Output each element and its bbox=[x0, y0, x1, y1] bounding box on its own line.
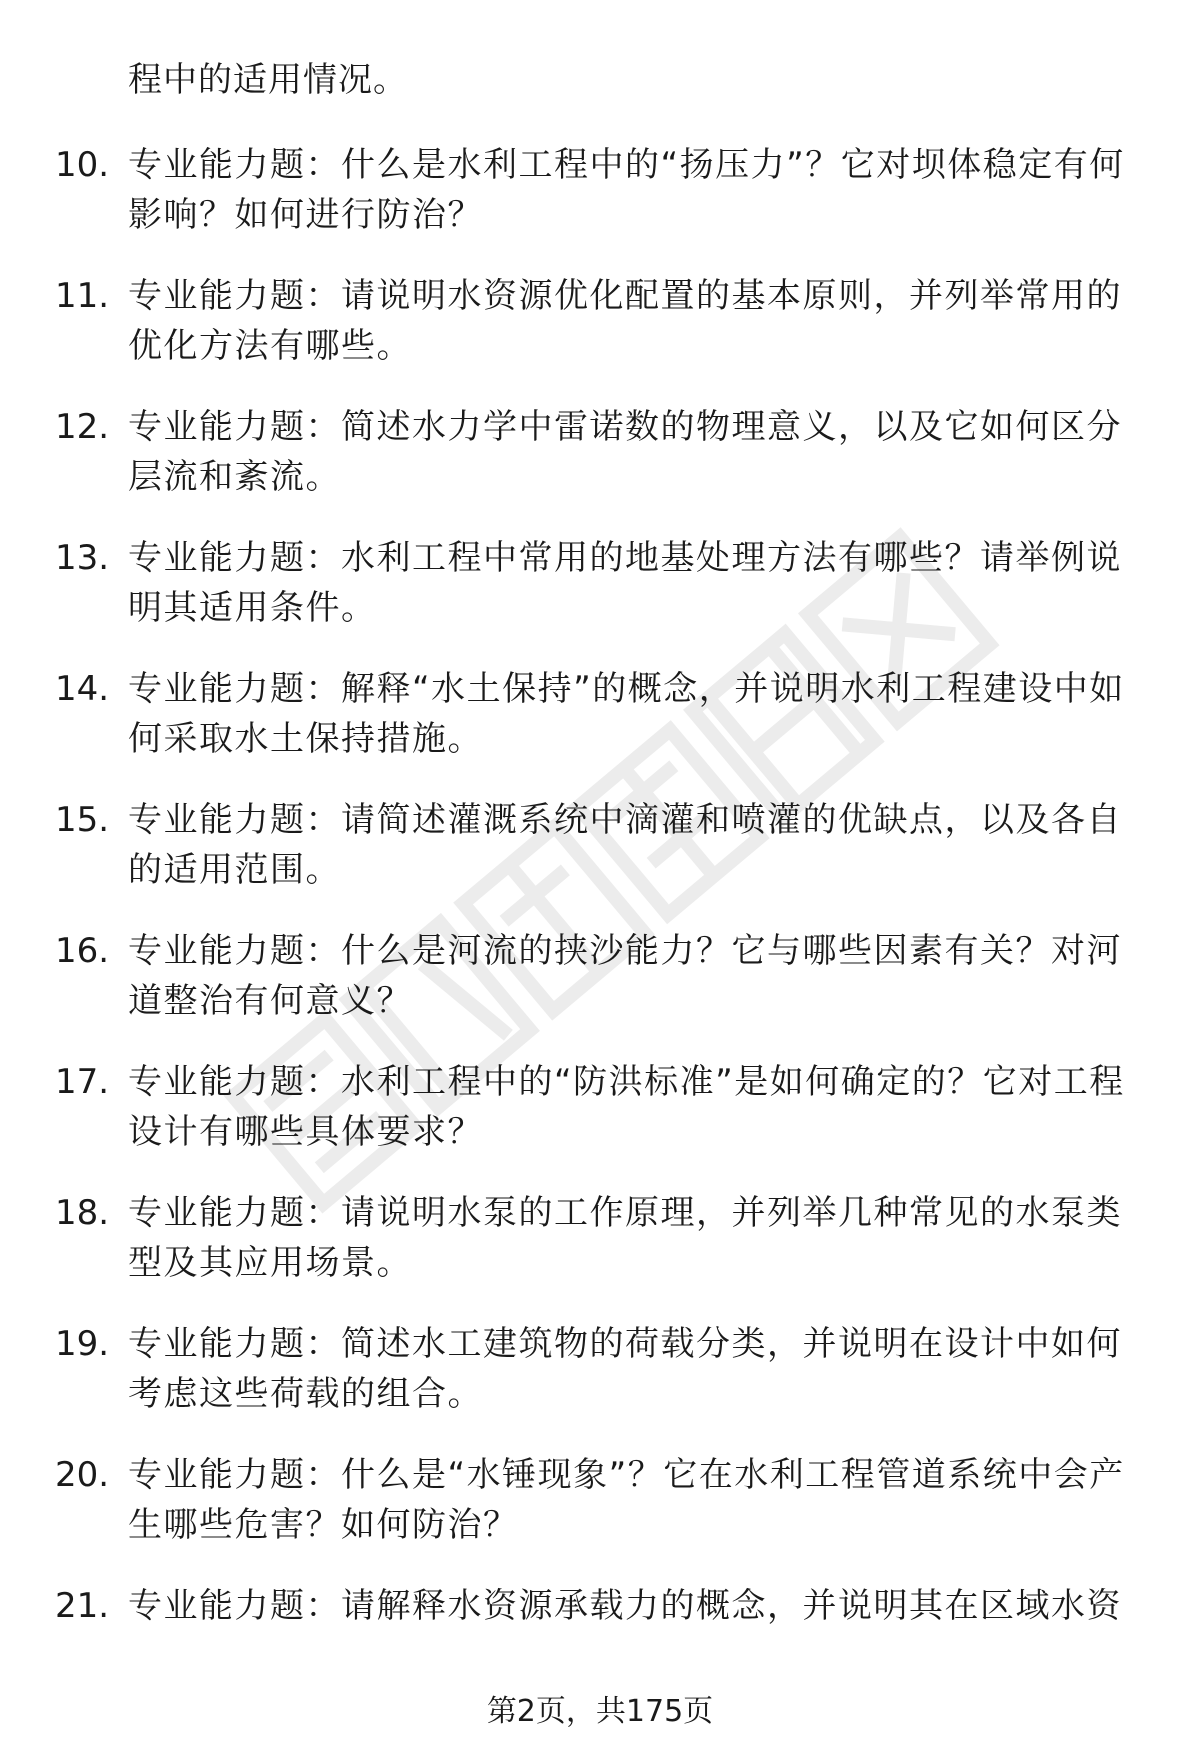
list-item bbox=[0, 1319, 1200, 1450]
item-number: 20. bbox=[55, 1455, 110, 1495]
list-item bbox=[0, 271, 1200, 402]
item-number: 21. bbox=[55, 1586, 110, 1626]
item-number: 14. bbox=[55, 669, 110, 709]
item-number: 18. bbox=[55, 1193, 110, 1233]
item-text: 专业能力题：什么是水利工程中的“扬压力”？它对坝体稳定有何影响？如何进行防治？ bbox=[128, 145, 1125, 235]
item-number: 17. bbox=[55, 1062, 110, 1102]
item-number: 19. bbox=[55, 1324, 110, 1364]
item-number: 13. bbox=[55, 538, 110, 578]
item-text: 专业能力题：请解释水资源承载力的概念，并说明其在区域水资 bbox=[128, 1586, 1122, 1626]
item-number: 10. bbox=[55, 145, 110, 185]
item-text: 专业能力题：什么是河流的挟沙能力？它与哪些因素有关？对河道整治有何意义？ bbox=[128, 931, 1122, 1021]
list-item bbox=[0, 926, 1200, 1057]
continuation-text: 程中的适用情况。 bbox=[128, 60, 408, 100]
item-number: 16. bbox=[55, 931, 110, 971]
list-item bbox=[0, 1188, 1200, 1319]
item-text: 专业能力题：水利工程中的“防洪标准”是如何确定的？它对工程设计有哪些具体要求？ bbox=[128, 1062, 1125, 1152]
item-text: 专业能力题：简述水力学中雷诺数的物理意义，以及它如何区分层流和紊流。 bbox=[128, 407, 1122, 497]
item-number: 11. bbox=[55, 276, 110, 316]
item-text: 专业能力题：解释“水土保持”的概念，并说明水利工程建设中如何采取水土保持措施。 bbox=[128, 669, 1125, 759]
item-number: 15. bbox=[55, 800, 110, 840]
item-text: 专业能力题：简述水工建筑物的荷载分类，并说明在设计中如何考虑这些荷载的组合。 bbox=[128, 1324, 1122, 1414]
item-text: 专业能力题：请简述灌溉系统中滴灌和喷灌的优缺点，以及各自的适用范围。 bbox=[128, 800, 1122, 890]
list-item bbox=[0, 664, 1200, 795]
item-text: 专业能力题：什么是“水锤现象”？它在水利工程管道系统中会产生哪些危害？如何防治？ bbox=[128, 1455, 1125, 1545]
item-text: 专业能力题：请说明水泵的工作原理，并列举几种常见的水泵类型及其应用场景。 bbox=[128, 1193, 1122, 1283]
list-item bbox=[0, 140, 1200, 271]
list-item bbox=[0, 533, 1200, 664]
list-item bbox=[0, 402, 1200, 533]
item-text: 专业能力题：水利工程中常用的地基处理方法有哪些？请举例说明其适用条件。 bbox=[128, 538, 1122, 628]
page-footer: 第2页，共175页 bbox=[486, 1694, 714, 1729]
question-list bbox=[0, 140, 1200, 1712]
item-text: 专业能力题：请说明水资源优化配置的基本原则，并列举常用的优化方法有哪些。 bbox=[128, 276, 1122, 366]
item-number: 12. bbox=[55, 407, 110, 447]
list-item bbox=[0, 1057, 1200, 1188]
list-item bbox=[0, 795, 1200, 926]
list-item bbox=[0, 1450, 1200, 1581]
